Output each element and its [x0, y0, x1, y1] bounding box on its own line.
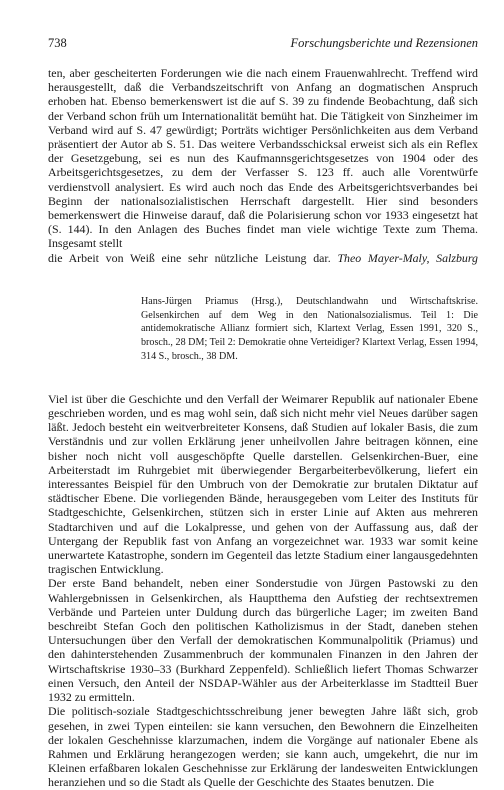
bibliographic-entry: Hans-Jürgen Priamus (Hrsg.), Deutschlandwahn und Wirtschaftskrise. Gelsenkirchen auf dem Weg in den Nationalsozialismus. Teil 1: Die antidemokratische Allianz formiert sich, Klartext Verlag, Essen 1991, 320 S., brosch., 28 DM; Teil 2: Demokratie ohne Verteidiger? Klartext Verlag, Essen 1994, 314 S., brosch., 38 DM.	[141, 295, 478, 363]
reviewer-signature: Theo Mayer-Maly, Salzburg	[337, 250, 478, 265]
page-header	[48, 36, 478, 50]
review-body	[48, 392, 478, 790]
review-closing-line	[48, 251, 478, 265]
review-paragraph: Der erste Band behandelt, neben einer Sonderstudie von Jürgen Pastowski zu den Wahlergebnissen in Gelsenkirchen, als Hauptthema den Aufstieg der rechtsextremen Verbände und Parteien unter Duldung durch das bürgerliche Lager; im zweiten Band beschreibt Stefan Goch den politischen Katholizismus in der Stadt, daneben stehen Untersuchungen über den Verfall der demokratischen Kommunalpolitik (Priamus) und den dahinterstehenden Zusammenbruch der kommunalen Finanzen in den Jahren der Wirtschaftskrise 1930–33 (Burkhard Zeppenfeld). Schließlich liefert Thomas Schwarzer einen Versuch, den Anteil der NSDAP-Wähler aus der Arbeiterklasse im Stadtteil Buer 1932 zu ermitteln.	[48, 576, 478, 705]
closing-sentence: die Arbeit von Weiß eine sehr nützliche Leistung dar.	[48, 250, 331, 265]
review-paragraph: Die politisch-soziale Stadtgeschichtsschreibung jener bewegten Jahre läßt sich, grob gesehen, in zwei Typen einteilen: sie kann versuchen, den Bewohnern die Einzelheiten der lokalen Geschehnisse klarzumachen, indem die Vorgänge auf nationaler Ebene als Rahmen und Erklärung herangezogen werden; sie kann auch, umgekehrt, die nur im Kleinen erfaßbaren lokalen Geschehnisse zur Erklärung der landesweiten Entwicklungen heranziehen und so die Stadt als Quelle der Geschichte des Staates benutzen. Die	[48, 704, 478, 790]
page-number: 738	[48, 36, 67, 50]
review-paragraph: Viel ist über die Geschichte und den Verfall der Weimarer Republik auf nationaler Ebene geschrieben worden, und es mag wohl sein, daß sich nicht mehr viel Neues darüber sagen läßt. Jedoch besteht ein weitverbreiteter Konsens, daß Studien auf lokaler Basis, die zum Verständnis und zur vollen Erklärung jener unheilvollen Jahre beitragen können, eine bisher noch nicht voll ausgeschöpfte Quelle darstellen. Gelsenkirchen-Buer, eine Arbeiterstadt im Ruhrgebiet mit überwiegender Bergarbeiterbevölkerung, liefert ein interessantes Beispiel für den Umbruch von der Demokratie zur brutalen Diktatur auf städtischer Ebene. Die vorliegenden Bände, herausgegeben vom Leiter des Instituts für Stadtgeschichte, Gelsenkirchen, stützen sich in erster Linie auf Akten aus mehreren Stadtarchiven und auf die Lokalpresse, und gehen von der Auffassung aus, daß der Untergang der Republik fast von Anfang an vorgezeichnet war. 1933 war somit keine unerwartete Katastrophe, sondern im Gegenteil das letzte Stadium einer langausgedehnten tragischen Entwicklung.	[48, 391, 478, 577]
running-title: Forschungsberichte und Rezensionen	[290, 36, 478, 50]
previous-review	[48, 66, 478, 265]
previous-review-text: ten, aber gescheiterten Forderungen wie die nach einem Frauenwahlrecht. Treffend wird herausgestellt, daß die Verbandszeitschrift von Anfang an dogmatischen Anspruch erhoben hat. Ebenso bemerkenswert ist die auf S. 39 zu findende Beobachtung, daß sich der Verband schon früh um Internationalität bemüht hat. Die Tätigkeit von Sinzheimer im Verband wird auf S. 47 gewürdigt; Porträts wichtiger Persönlichkeiten aus dem Verband präsentiert der Autor ab S. 51. Das weitere Verbandsschicksal erweist sich als ein Reflex der Gesetzgebung, sei es nun des Kaufmannsgerichtsgesetzes von 1904 oder des Arbeitsgerichtsgesetzes, zu dem der Verfasser S. 123 ff. auch alle Vorentwürfe verdienstvoll analysiert. Es wird auch noch das Ende des Arbeitsgerichtsverbandes bei Beginn der nationalsozialistischen Herrschaft dargestellt. Hier sind besonders bemerkenswert die Hinweise darauf, daß die Polarisierung schon vor 1933 eingesetzt hat (S. 144). In den Anlagen des Buches findet man viele wichtige Texte zum Thema. Insgesamt stellt	[48, 66, 478, 251]
book-page	[48, 36, 478, 790]
